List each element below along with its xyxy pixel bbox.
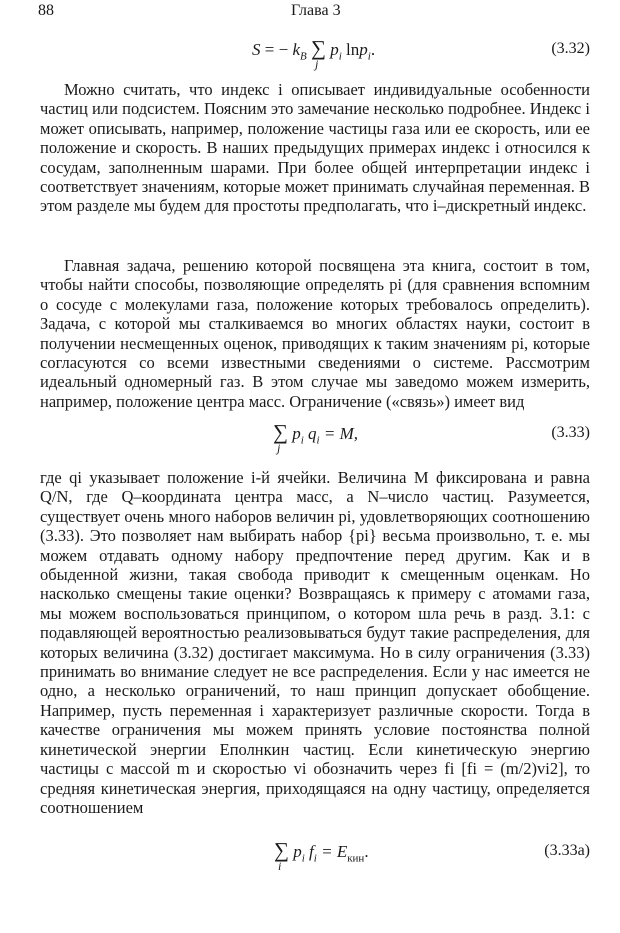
equation-3-32 [40, 36, 590, 76]
chapter-title: Глава 3 [291, 2, 341, 19]
equation-number: (3.33) [551, 424, 590, 441]
equation-3-33 [40, 420, 590, 460]
equation-3-32-formula: S = − $k_B$ ∑ j $p_i$ lnp$_i$. [252, 36, 376, 71]
equation-number: (3.32) [551, 40, 590, 57]
equation-3-33a-formula: ∑ i $p_i$ $f_i = E_{кин}$. [274, 838, 369, 873]
equation-3-33-formula: ∑ j $p_i$ $q_i = M$, [273, 420, 358, 455]
equation-number: (3.33a) [544, 842, 590, 859]
paragraph-1: Можно считать, что индекс i описывает индивидуальные особенности частиц или подсистем. Поясним это замечание несколько подробнее. Индекс i может описывать, например, положение частицы газа или ее скорость, или ее положение и скорость. В наших предыдущих примерах индекс i относился к сосудам, заполненным шарами. При более общей интерпретации индекс i соответствует значениям, которые может принимать случайная переменная. В этом разделе мы будем для простоты предполагать, что i–дискретный индекс. [40, 80, 590, 216]
page-number: 88 [38, 2, 54, 19]
paragraph-2: Главная задача, решению которой посвящена эта книга, состоит в том, чтобы найти способы, позволяющие определять pi (для сравнения вспомним о сосуде с молекулами газа, положение которых требовалось определить). Задача, с которой мы сталкиваемся во многих областях науки, состоит в получении несмещенных оценок, приводящих к таким значениям pi, которые согласуются со всеми известными сведениями о системе. Рассмотрим идеальный одномерный газ. В этом случае мы заведомо можем измерить, например, положение центра масс. Ограничение («связь») имеет вид [40, 256, 590, 411]
equation-3-33a [40, 838, 590, 878]
paragraph-3: где qi указывает положение i-й ячейки. Величина M фиксирована и равна Q/N, где Q–координата центра масс, а N–число частиц. Разумеется, существует очень много наборов величин pi, удовлетворяющих соотношению (3.33). Это позволяет нам выбирать набор {pi} весьма произвольно, т. е. мы можем отдавать одному набору предпочтение перед другим. Как и в обыденной жизни, такая свобода приводит к смещенным оценкам. Но насколько смещены такие оценки? Возвращаясь к примеру с атомами газа, мы можем воспользоваться принципом, о котором шла речь в разд. 3.1: с подавляющей вероятностью реализовываться будут такие распределения, для которых величина (3.32) достигает максимума. Но в силу ограничения (3.33) принимать во внимание следует не все распределения. Если у нас имеется не одно, а несколько ограничений, то наш принцип допускает обобщение. Например, пусть переменная i характеризует различные скорости. Тогда в качестве ограничения мы можем принять условие постоянства полной кинетической энергии Eполнкин частиц. Если кинетическую энергию частицы с массой m и скоростью vi обозначить через fi [fi = (m/2)vi2], то средняя кинетическая энергия, приходящаяся на одну частицу, определяется соотношением [40, 468, 590, 817]
running-header [38, 2, 582, 22]
